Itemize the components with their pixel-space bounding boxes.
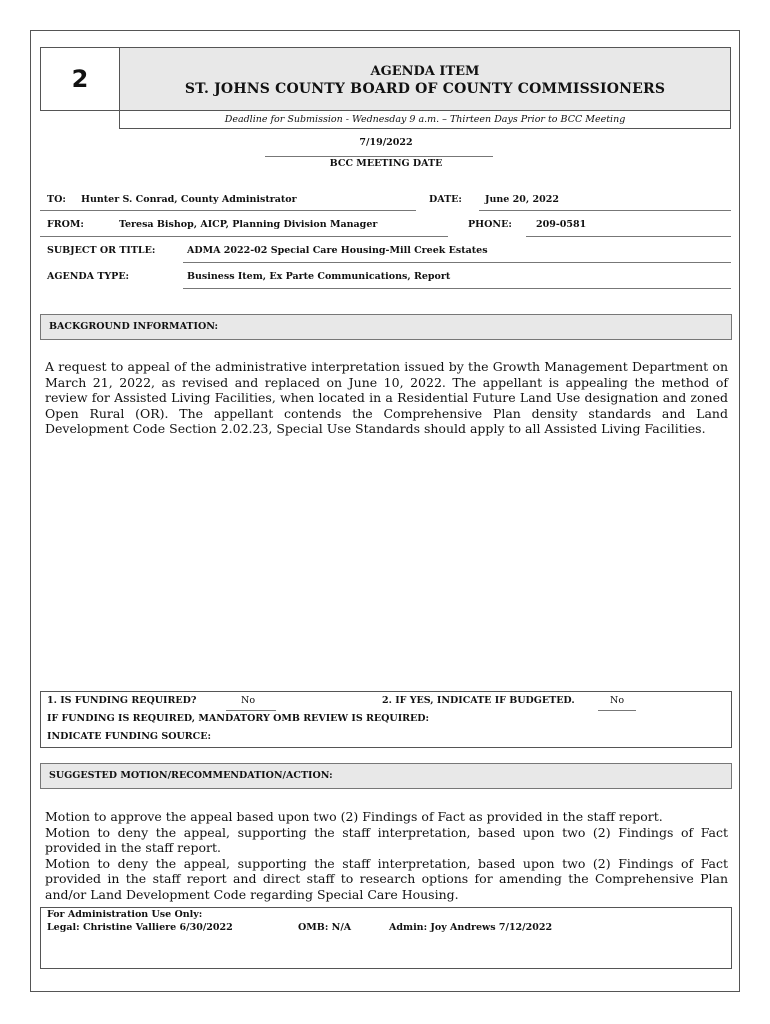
funding-required-underline: [226, 710, 276, 711]
from-value: Teresa Bishop, AICP, Planning Division Manager: [119, 219, 378, 230]
header-title-line2: ST. JOHNS COUNTY BOARD OF COUNTY COMMISSIONERS: [184, 81, 666, 97]
motion-deny-research: Motion to deny the appeal, supporting the staff interpretation, based upon two (2) Findings of Fact provided in the staff report and direct staff to research options for amending the Comprehensive Plan and/or Land Development Code regarding Special Care Housing.: [45, 855, 728, 902]
background-heading: BACKGROUND INFORMATION:: [40, 314, 732, 340]
funding-required-value: No: [241, 695, 256, 706]
funding-required-label: 1. IS FUNDING REQUIRED?: [47, 695, 197, 706]
to-label: TO:: [47, 194, 66, 205]
header-title-box: [119, 47, 731, 111]
header-title-line1: AGENDA ITEM: [370, 64, 480, 79]
phone-underline: [526, 236, 731, 237]
to-value: Hunter S. Conrad, County Administrator: [81, 194, 297, 205]
admin-omb: OMB: N/A: [298, 922, 352, 933]
agenda-type-value: Business Item, Ex Parte Communications, Report: [187, 271, 451, 282]
motion-deny: Motion to deny the appeal, supporting the staff interpretation, based upon two (2) Findings of Fact provided in the staff report.: [45, 824, 728, 855]
meeting-date-underline: [265, 156, 493, 157]
date-underline: [479, 210, 731, 211]
from-underline: [40, 236, 448, 237]
budgeted-label: 2. IF YES, INDICATE IF BUDGETED.: [382, 695, 575, 706]
motion-heading: SUGGESTED MOTION/RECOMMENDATION/ACTION:: [40, 763, 732, 789]
subject-label: SUBJECT OR TITLE:: [47, 245, 156, 256]
budgeted-underline: [598, 710, 636, 711]
admin-legal: Legal: Christine Valliere 6/30/2022: [47, 922, 233, 933]
motion-approve: Motion to approve the appeal based upon two (2) Findings of Fact as provided in the staff report.: [45, 809, 663, 824]
admin-heading: For Administration Use Only:: [47, 909, 203, 920]
date-value: June 20, 2022: [485, 194, 559, 205]
omb-review-note: IF FUNDING IS REQUIRED, MANDATORY OMB REVIEW IS REQUIRED:: [47, 713, 430, 724]
agenda-type-label: AGENDA TYPE:: [47, 271, 130, 282]
date-label: DATE:: [429, 194, 462, 205]
agenda-type-underline: [183, 288, 731, 289]
motion-text: [45, 809, 728, 902]
funding-source-label: INDICATE FUNDING SOURCE:: [47, 731, 211, 742]
bcc-meeting-date: 7/19/2022: [359, 137, 413, 148]
agenda-item-form: [30, 30, 740, 992]
phone-label: PHONE:: [468, 219, 512, 230]
admin-box: [40, 907, 732, 969]
agenda-item-number: 2: [40, 47, 120, 111]
funding-box: [40, 691, 732, 748]
submission-deadline: Deadline for Submission - Wednesday 9 a.m. – Thirteen Days Prior to BCC Meeting: [119, 111, 731, 129]
from-label: FROM:: [47, 219, 84, 230]
budgeted-value: No: [610, 695, 625, 706]
admin-approval: Admin: Joy Andrews 7/12/2022: [389, 922, 553, 933]
phone-value: 209-0581: [536, 219, 587, 230]
subject-value: ADMA 2022-02 Special Care Housing-Mill Creek Estates: [187, 245, 488, 256]
background-paragraph: A request to appeal of the administrative interpretation issued by the Growth Management Department on March 21, 2022, as revised and replaced on June 10, 2022. The appellant is appealing the method of review for Assisted Living Facilities, when located in a Residential Future Land Use designation and zoned Open Rural (OR). The appellant contends the Comprehensive Plan density standards and Land Development Code Section 2.02.23, Special Use Standards should apply to all Assisted Living Facilities.: [45, 359, 728, 436]
bcc-meeting-date-label: BCC MEETING DATE: [329, 158, 443, 169]
subject-underline: [183, 262, 731, 263]
background-text: [45, 359, 728, 437]
to-underline: [40, 210, 416, 211]
